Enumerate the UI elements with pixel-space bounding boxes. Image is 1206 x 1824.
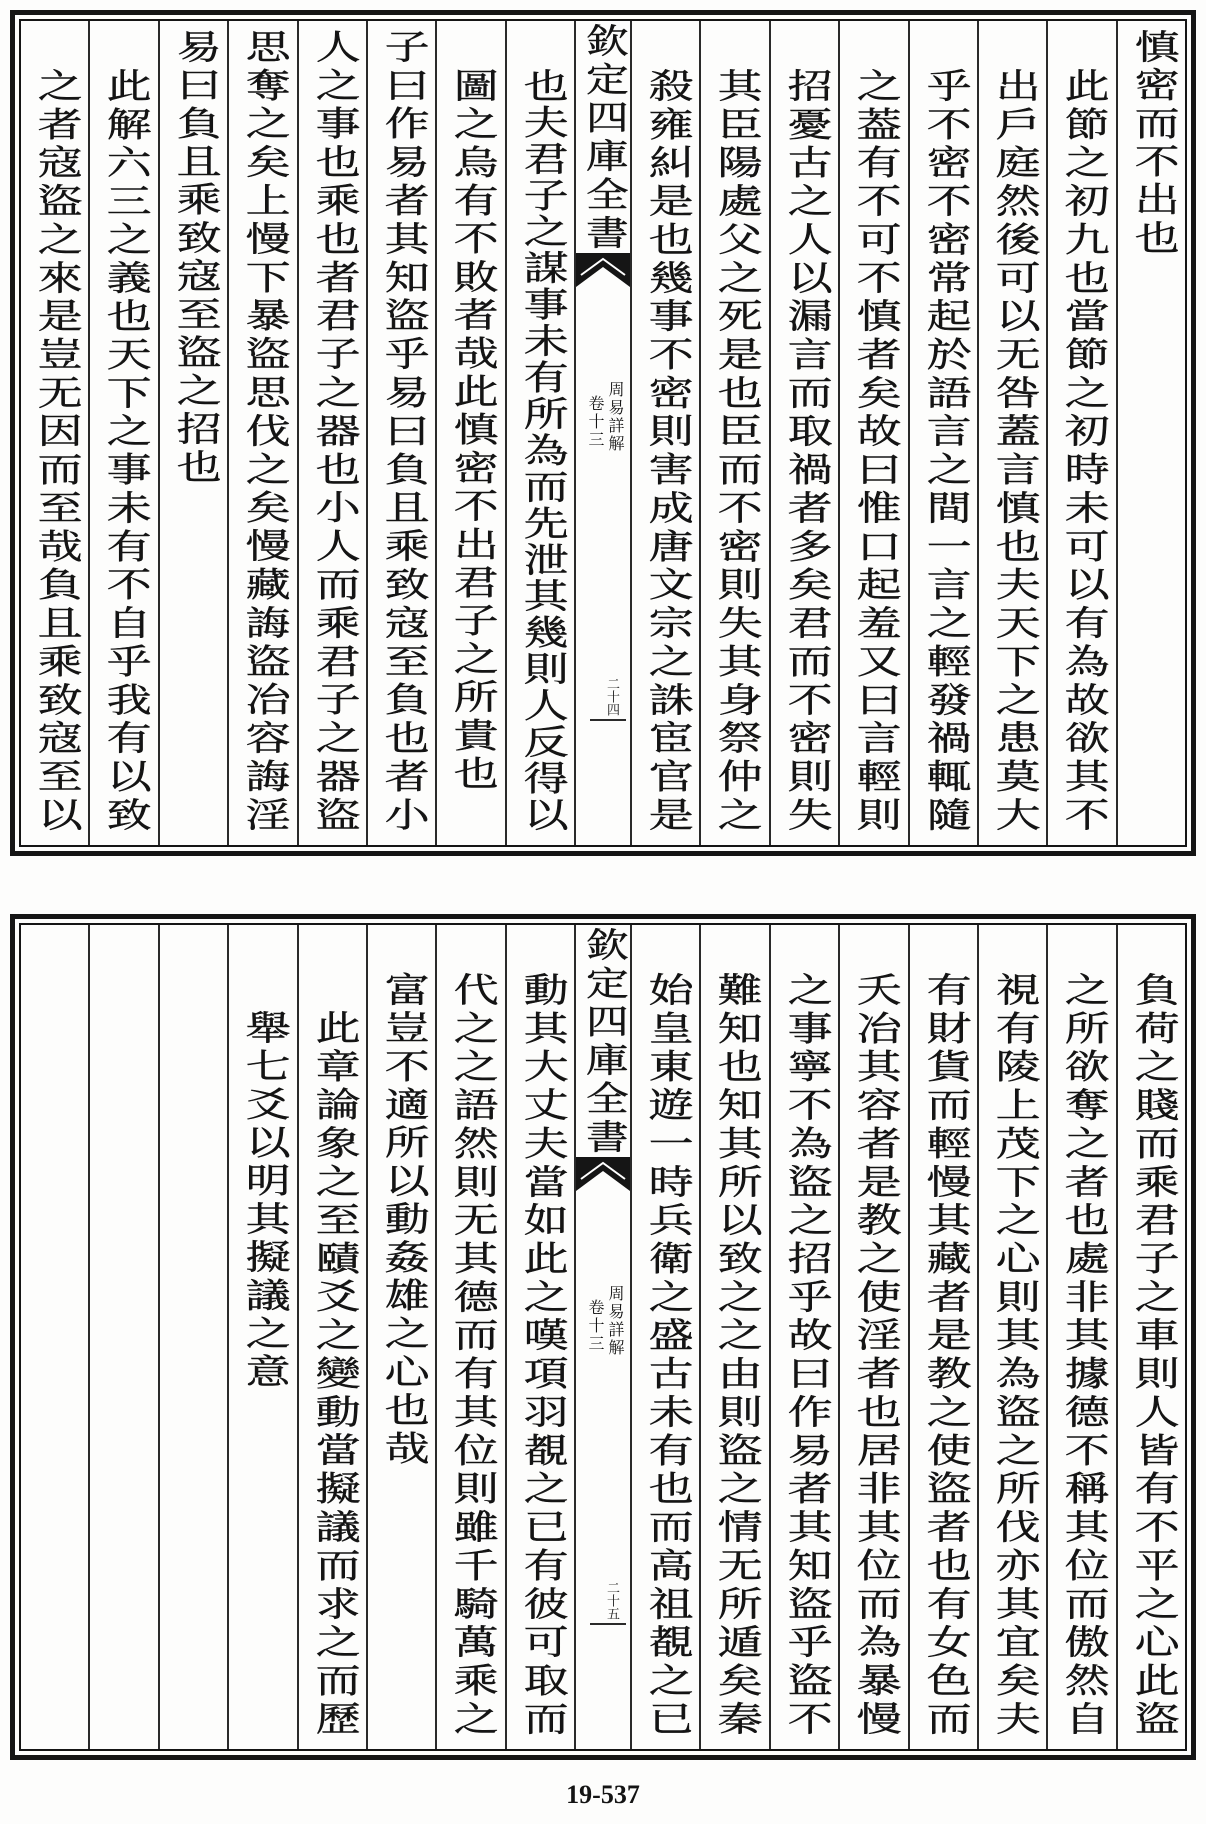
- column-text: 難知也知其所以致之之由則盜之情无所遁矣秦: [709, 972, 763, 1735]
- fold-page-number: 二十四: [604, 677, 619, 716]
- column-text: 其臣陽處父之死是也臣而不密則失其身祭仲之: [709, 68, 763, 831]
- column-text: 富豈不適所以動姦雄之心也哉: [376, 972, 429, 1469]
- column-text: 子曰作易者其知盜乎易曰負且乘致寇至負也者小: [376, 29, 429, 831]
- lower-leaf: [10, 914, 1196, 1760]
- upper-leaf: [10, 10, 1196, 856]
- column-text: 之葢有不可不慎者矣故曰惟口起羞又曰言輕則: [848, 68, 902, 831]
- text-column: [630, 21, 699, 845]
- column-text: 此解六三之義也天下之事未有不自乎我有以致: [98, 68, 152, 831]
- column-text: 招憂古之人以漏言而取禍者多矣君而不密則失: [778, 68, 832, 831]
- column-text: 也夫君子之謀事未有所為而先泄其幾則人反得以: [514, 68, 568, 831]
- column-text: 之事寧不為盜之招乎故曰作易者其知盜乎盜不: [778, 972, 832, 1735]
- column-text: 動其大丈夫當如此之嘆項羽覩之已有彼可取而: [514, 972, 568, 1735]
- leaf-frame: [19, 19, 1187, 847]
- text-column: [769, 21, 838, 845]
- column-text: 之者寇盜之來是豈无因而至哉負且乘致寇至以: [29, 68, 82, 831]
- column-text: 負荷之賤而乘君子之車則人皆有不平之心此盜: [1125, 972, 1179, 1735]
- text-column: [227, 925, 296, 1749]
- column-text: 人之事也乘也者君子之器也小人而乘君子之器盜: [306, 29, 360, 831]
- fold-volume: 卷十三: [586, 1299, 605, 1353]
- column-text: 易曰負且乘致寇至盜之招也: [167, 29, 221, 488]
- column-text: 此節之初九也當節之初時未可以有為故欲其不: [1056, 68, 1110, 831]
- column-text: 出戶庭然後可以无咎蓋言慎也夫天下之患莫大: [987, 68, 1040, 831]
- column-text: 始皇東遊一時兵衛之盛古未有也而高祖覩之已: [640, 972, 693, 1735]
- column-text: 有財貨而輕慢其藏者是教之使盜者也有女色而: [917, 972, 971, 1735]
- text-column: [630, 925, 699, 1749]
- text-columns: [21, 925, 1185, 1749]
- fold-book-title: 周易詳解: [606, 1285, 625, 1357]
- leaf-frame: [19, 923, 1187, 1751]
- column-text: 夭冶其容者是教之使淫者也居非其位而為暴慢: [848, 972, 902, 1735]
- empty-column: [158, 925, 227, 1749]
- text-column: [21, 21, 88, 845]
- text-columns: [21, 21, 1185, 845]
- column-text: 乎不密不密常起於語言之間一言之輕發禍輒隨: [917, 68, 971, 831]
- fold-volume: 卷十三: [586, 395, 605, 449]
- fold-book-title: 周易詳解: [606, 381, 625, 453]
- fold-book-header: 欽定四庫全書: [578, 23, 628, 249]
- fold-rule: [590, 1623, 626, 1625]
- empty-column: [88, 925, 157, 1749]
- column-text: 思奪之矣上慢下暴盜思伐之矣慢藏誨盜冶容誨淫: [237, 29, 291, 831]
- column-text: 視有陵上茂下之心則其為盜之所伐亦其宜矣夫: [987, 972, 1040, 1735]
- fold-book-header: 欽定四庫全書: [578, 927, 628, 1153]
- column-text: 慎密而不出也: [1125, 29, 1179, 259]
- text-column: [769, 925, 838, 1749]
- column-text: 此章論象之至賾爻之變動當擬議而求之而歷: [306, 1010, 360, 1735]
- text-column: [158, 21, 227, 845]
- page-footer-number: 19-537: [566, 1780, 640, 1809]
- column-text: 殺雍糾是也幾事不密則害成唐文宗之誅宦官是: [640, 68, 693, 831]
- column-text: 舉七爻以明其擬議之意: [237, 1010, 291, 1392]
- column-text: 之所欲奪之者也處非其據德不稱其位而傲然自: [1056, 972, 1110, 1735]
- column-text: 圖之烏有不敗者哉此慎密不出君子之所貴也: [445, 68, 499, 794]
- fold-rule: [590, 719, 626, 721]
- empty-column: [21, 925, 88, 1749]
- column-text: 代之之語然則无其德而有其位則雖千騎萬乘之: [445, 972, 499, 1735]
- fold-page-number: 二十五: [604, 1581, 619, 1620]
